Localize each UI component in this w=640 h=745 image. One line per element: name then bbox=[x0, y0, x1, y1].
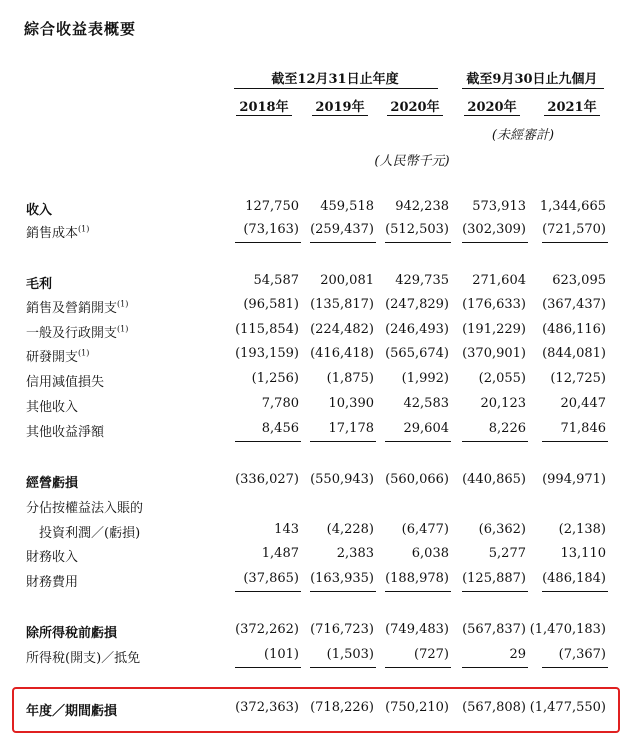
row-label bbox=[26, 522, 140, 541]
row-label-text: 分佔按權益法入賬的 bbox=[26, 501, 144, 516]
table-cell: 1,487 bbox=[261, 546, 299, 561]
table-cell: 20,123 bbox=[480, 396, 526, 411]
group-underline bbox=[234, 88, 438, 89]
table-cell: 573,913 bbox=[472, 199, 526, 214]
subtotal-rule bbox=[542, 441, 608, 442]
table-cell: (372,262) bbox=[235, 622, 299, 637]
subtotal-rule bbox=[385, 242, 451, 243]
table-cell: (188,978) bbox=[385, 571, 449, 586]
row-label bbox=[26, 497, 143, 516]
table-cell: 271,604 bbox=[472, 273, 526, 288]
table-cell: (247,829) bbox=[385, 297, 449, 312]
page-title: 綜合收益表概要 bbox=[24, 20, 137, 38]
year-header: 2020年 bbox=[390, 100, 440, 115]
row-label-text: 財務費用 bbox=[26, 575, 79, 590]
subtotal-rule bbox=[462, 441, 528, 442]
table-cell: (1,503) bbox=[326, 647, 374, 662]
row-label bbox=[26, 199, 52, 218]
row-label-text: 年度／期間虧損 bbox=[26, 704, 118, 719]
table-cell: (7,367) bbox=[558, 647, 606, 662]
group-header-nine-months: 截至9月30日止九個月 bbox=[466, 72, 598, 87]
row-label bbox=[26, 421, 104, 440]
table-cell: (6,362) bbox=[478, 522, 526, 537]
footnote-marker: (1) bbox=[117, 324, 129, 334]
subtotal-rule bbox=[385, 441, 451, 442]
row-label bbox=[26, 346, 89, 365]
table-cell: (750,210) bbox=[385, 700, 449, 715]
row-label-text: 一般及行政開支 bbox=[26, 326, 118, 341]
footnote-marker: (1) bbox=[117, 299, 129, 309]
table-cell: 7,780 bbox=[261, 396, 299, 411]
table-cell: (302,309) bbox=[462, 222, 526, 237]
row-label-text: 投資利潤／(虧損) bbox=[26, 526, 141, 541]
table-cell: (125,887) bbox=[462, 571, 526, 586]
table-cell: (246,493) bbox=[385, 322, 449, 337]
row-label bbox=[26, 297, 128, 316]
table-cell: (2,055) bbox=[478, 371, 526, 386]
table-cell: (2,138) bbox=[558, 522, 606, 537]
row-label bbox=[26, 622, 117, 641]
table-cell: (12,725) bbox=[550, 371, 606, 386]
subtotal-rule bbox=[542, 591, 608, 592]
subtotal-rule bbox=[235, 242, 301, 243]
subtotal-rule bbox=[385, 667, 451, 668]
table-cell: 54,587 bbox=[253, 273, 299, 288]
table-cell: 20,447 bbox=[560, 396, 606, 411]
table-cell: (135,817) bbox=[310, 297, 374, 312]
row-label-text: 財務收入 bbox=[26, 550, 79, 565]
table-cell: 2,383 bbox=[336, 546, 374, 561]
table-cell: (567,808) bbox=[462, 700, 526, 715]
row-label bbox=[26, 647, 140, 666]
table-cell: (486,116) bbox=[542, 322, 606, 337]
table-cell: (718,226) bbox=[310, 700, 374, 715]
table-cell: 8,226 bbox=[488, 421, 526, 436]
table-cell: (565,674) bbox=[385, 346, 449, 361]
row-label-text: 研發開支 bbox=[26, 350, 79, 365]
row-label-text: 經營虧損 bbox=[26, 476, 79, 491]
table-cell: (1,256) bbox=[251, 371, 299, 386]
table-cell: 942,238 bbox=[395, 199, 449, 214]
year-header: 2018年 bbox=[239, 100, 289, 115]
row-label bbox=[26, 396, 78, 415]
table-cell: (550,943) bbox=[310, 472, 374, 487]
row-label-text: 銷售及營銷開支 bbox=[26, 301, 118, 316]
row-label-text: 其他收益淨額 bbox=[26, 425, 105, 440]
table-cell: (6,477) bbox=[401, 522, 449, 537]
row-label-text: 信用減值損失 bbox=[26, 375, 105, 390]
table-cell: (1,875) bbox=[326, 371, 374, 386]
table-cell: (191,229) bbox=[462, 322, 526, 337]
row-label-text: 銷售成本 bbox=[26, 226, 79, 241]
table-cell: (37,865) bbox=[243, 571, 299, 586]
subtotal-rule bbox=[310, 441, 376, 442]
table-cell: (844,081) bbox=[542, 346, 606, 361]
table-cell: 8,456 bbox=[261, 421, 299, 436]
table-cell: 13,110 bbox=[560, 546, 606, 561]
table-cell: (115,854) bbox=[235, 322, 299, 337]
row-label-text: 其他收入 bbox=[26, 400, 79, 415]
table-cell: 71,846 bbox=[560, 421, 606, 436]
table-cell: 10,390 bbox=[328, 396, 374, 411]
table-cell: (259,437) bbox=[310, 222, 374, 237]
table-cell: 42,583 bbox=[403, 396, 449, 411]
row-label bbox=[26, 546, 78, 565]
row-label-text: 毛利 bbox=[26, 277, 53, 292]
row-label bbox=[26, 371, 104, 390]
subtotal-rule bbox=[462, 591, 528, 592]
table-cell: (1,477,550) bbox=[529, 700, 606, 715]
subtotal-rule bbox=[462, 242, 528, 243]
year-header: 2019年 bbox=[315, 100, 365, 115]
table-cell: (73,163) bbox=[243, 222, 299, 237]
subtotal-rule bbox=[310, 591, 376, 592]
table-cell: (101) bbox=[264, 647, 299, 662]
highlight-box bbox=[12, 687, 620, 733]
group-header-full-year: 截至12月31日止年度 bbox=[271, 72, 399, 87]
table-cell: (1,470,183) bbox=[529, 622, 606, 637]
subtotal-rule bbox=[385, 591, 451, 592]
subtotal-rule bbox=[462, 667, 528, 668]
table-cell: (486,184) bbox=[542, 571, 606, 586]
year-underline bbox=[544, 115, 600, 116]
table-cell: 200,081 bbox=[320, 273, 374, 288]
table-cell: (193,159) bbox=[235, 346, 299, 361]
subtotal-rule bbox=[542, 242, 608, 243]
year-underline bbox=[312, 115, 368, 116]
table-cell: 29,604 bbox=[403, 421, 449, 436]
table-cell: 459,518 bbox=[320, 199, 374, 214]
table-cell: (512,503) bbox=[385, 222, 449, 237]
subtotal-rule bbox=[310, 242, 376, 243]
table-cell: 29 bbox=[509, 647, 526, 662]
row-label-text: 收入 bbox=[26, 203, 53, 218]
table-cell: 127,750 bbox=[245, 199, 299, 214]
table-cell: (440,865) bbox=[462, 472, 526, 487]
table-cell: (163,935) bbox=[310, 571, 374, 586]
year-header: 2021年 bbox=[547, 100, 597, 115]
table-cell: (727) bbox=[414, 647, 449, 662]
table-cell: (372,363) bbox=[235, 700, 299, 715]
year-header: 2020年 bbox=[467, 100, 517, 115]
footnote-marker: (1) bbox=[78, 224, 90, 234]
table-cell: (4,228) bbox=[326, 522, 374, 537]
row-label bbox=[26, 322, 128, 341]
table-cell: (336,027) bbox=[235, 472, 299, 487]
table-cell: (367,437) bbox=[542, 297, 606, 312]
table-cell: 6,038 bbox=[411, 546, 449, 561]
table-cell: (749,483) bbox=[385, 622, 449, 637]
table-cell: 1,344,665 bbox=[539, 199, 606, 214]
year-underline bbox=[236, 115, 292, 116]
subtotal-rule bbox=[542, 667, 608, 668]
unaudited-note: (未經審計) bbox=[491, 128, 555, 143]
currency-note: (人民幣千元) bbox=[374, 154, 450, 169]
row-label-text: 除所得稅前虧損 bbox=[26, 626, 118, 641]
table-cell: (721,570) bbox=[542, 222, 606, 237]
table-cell: (567,837) bbox=[462, 622, 526, 637]
table-cell: (994,971) bbox=[542, 472, 606, 487]
table-cell: 143 bbox=[274, 522, 299, 537]
year-underline bbox=[387, 115, 443, 116]
year-underline bbox=[464, 115, 520, 116]
table-cell: 17,178 bbox=[328, 421, 374, 436]
table-cell: (716,723) bbox=[310, 622, 374, 637]
subtotal-rule bbox=[235, 667, 301, 668]
row-label bbox=[26, 273, 52, 292]
group-underline bbox=[462, 88, 604, 89]
table-cell: (1,992) bbox=[401, 371, 449, 386]
table-cell: (560,066) bbox=[385, 472, 449, 487]
row-label bbox=[26, 472, 78, 491]
table-cell: (224,482) bbox=[310, 322, 374, 337]
table-cell: (370,901) bbox=[462, 346, 526, 361]
table-cell: (176,633) bbox=[462, 297, 526, 312]
subtotal-rule bbox=[235, 441, 301, 442]
subtotal-rule bbox=[235, 591, 301, 592]
table-cell: 623,095 bbox=[552, 273, 606, 288]
table-cell: (416,418) bbox=[310, 346, 374, 361]
table-cell: (96,581) bbox=[243, 297, 299, 312]
row-label bbox=[26, 571, 78, 590]
table-cell: 5,277 bbox=[488, 546, 526, 561]
row-label bbox=[26, 222, 89, 241]
row-label-text: 所得稅(開支)／抵免 bbox=[26, 651, 141, 666]
table-cell: 429,735 bbox=[395, 273, 449, 288]
footnote-marker: (1) bbox=[78, 348, 90, 358]
subtotal-rule bbox=[310, 667, 376, 668]
